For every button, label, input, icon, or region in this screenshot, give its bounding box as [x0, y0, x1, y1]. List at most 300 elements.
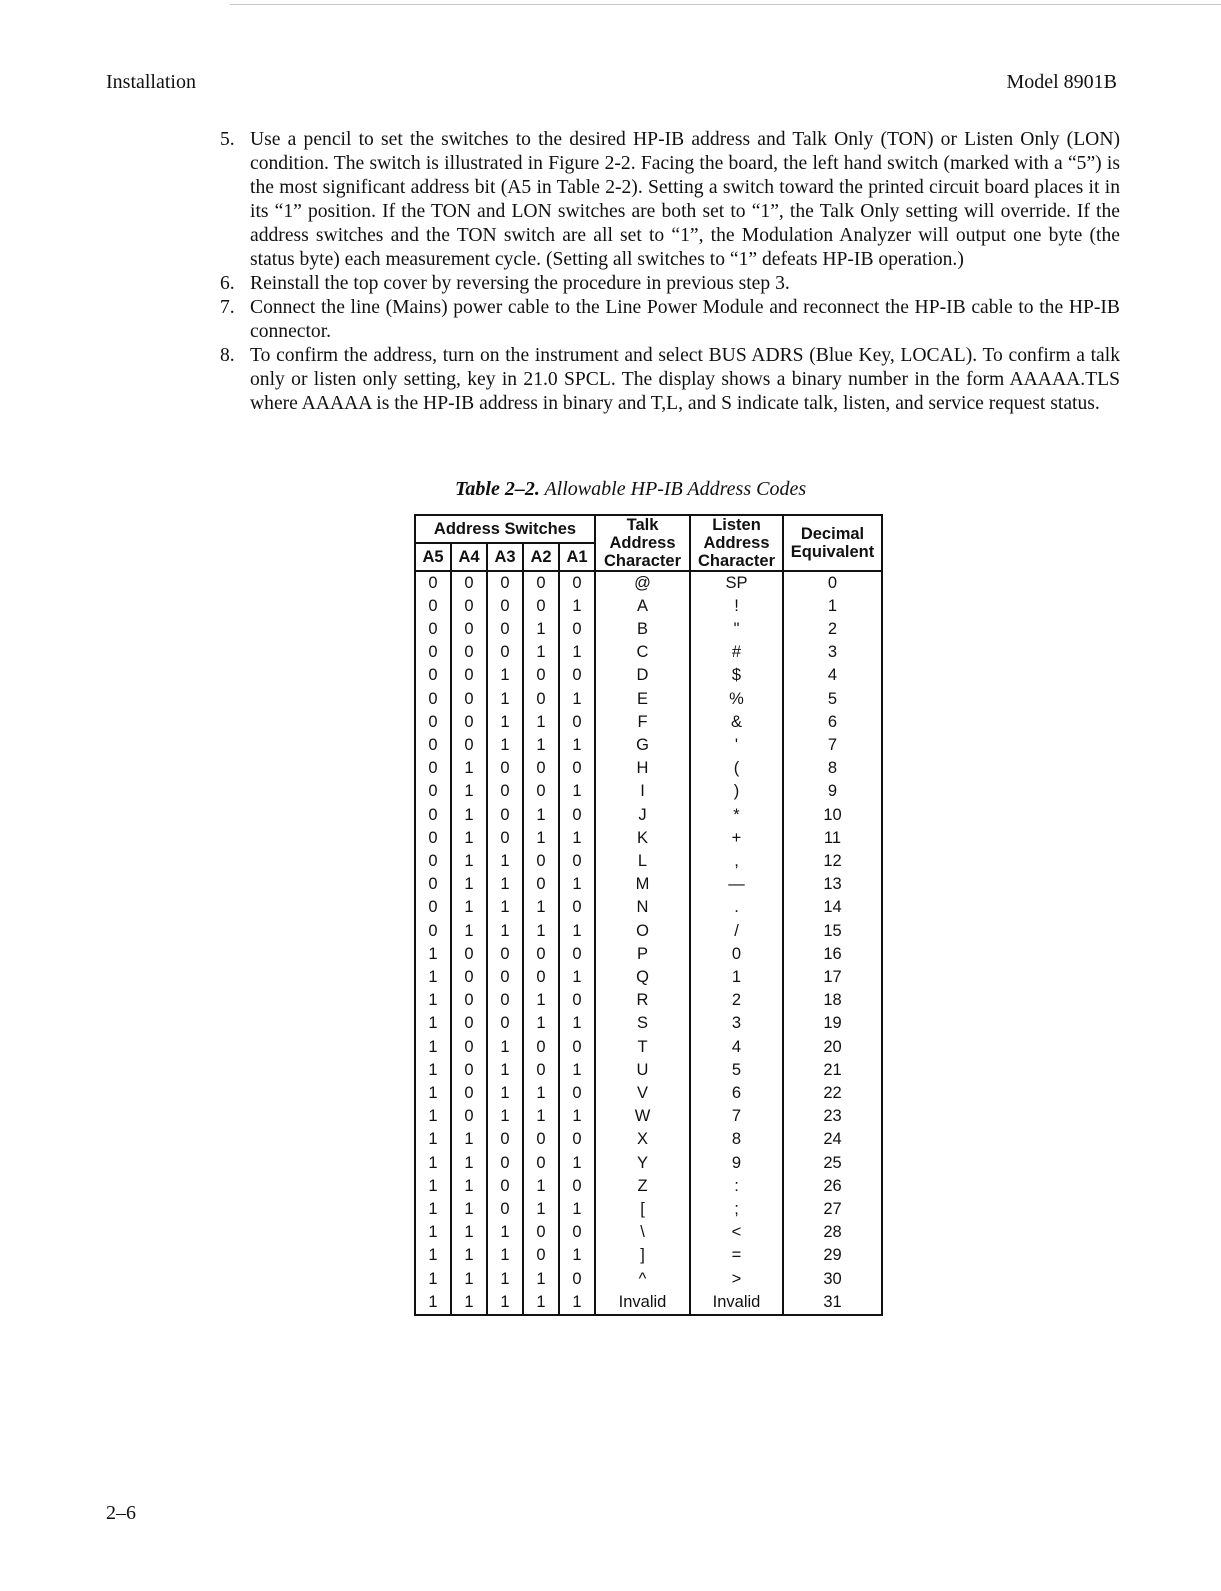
cell-a2: 1 [523, 618, 559, 641]
cell-a2: 0 [523, 571, 559, 595]
cell-a5: 0 [415, 919, 451, 943]
table-row [415, 989, 882, 1012]
cell-a2: 0 [523, 1244, 559, 1267]
cell-talk-char: D [595, 664, 690, 687]
cell-a1: 0 [559, 1082, 595, 1105]
cell-a1: 1 [559, 873, 595, 896]
cell-a3: 0 [487, 595, 523, 618]
cell-a2: 1 [523, 896, 559, 919]
step-number: 5. [220, 129, 235, 150]
cell-a1: 1 [559, 1059, 595, 1082]
cell-a4: 1 [451, 1244, 487, 1267]
cell-a5: 1 [415, 1221, 451, 1244]
cell-a5: 0 [415, 850, 451, 873]
cell-a1: 1 [559, 966, 595, 989]
cell-talk-char: F [595, 711, 690, 734]
cell-listen-char: ) [690, 780, 783, 803]
cell-a2: 1 [523, 711, 559, 734]
bit-header-a4: A4 [451, 543, 487, 571]
cell-a2: 0 [523, 595, 559, 618]
step-item [220, 344, 1120, 416]
cell-talk-char: P [595, 943, 690, 966]
cell-a1: 1 [559, 687, 595, 711]
cell-listen-char: & [690, 711, 783, 734]
cell-decimal: 24 [783, 1128, 882, 1151]
cell-talk-char: \ [595, 1221, 690, 1244]
cell-talk-char: E [595, 687, 690, 711]
cell-a1: 1 [559, 1151, 595, 1175]
cell-a2: 1 [523, 1105, 559, 1128]
cell-a4: 1 [451, 803, 487, 827]
cell-a3: 0 [487, 1151, 523, 1175]
step-number: 6. [220, 273, 235, 294]
table-row [415, 757, 882, 780]
table-row [415, 571, 882, 595]
cell-listen-char: 7 [690, 1105, 783, 1128]
cell-a4: 0 [451, 1059, 487, 1082]
cell-listen-char: , [690, 850, 783, 873]
cell-a5: 1 [415, 1082, 451, 1105]
cell-decimal: 7 [783, 734, 882, 757]
cell-a1: 0 [559, 571, 595, 595]
cell-a2: 1 [523, 641, 559, 664]
cell-decimal: 17 [783, 966, 882, 989]
step-item [220, 296, 1120, 344]
cell-a5: 1 [415, 1267, 451, 1291]
cell-a4: 1 [451, 1267, 487, 1291]
cell-talk-char: I [595, 780, 690, 803]
step-item [220, 272, 1120, 296]
table-row [415, 618, 882, 641]
address-codes-table [414, 514, 883, 1316]
cell-a5: 0 [415, 896, 451, 919]
cell-a5: 1 [415, 966, 451, 989]
cell-a4: 0 [451, 966, 487, 989]
cell-a1: 0 [559, 1267, 595, 1291]
cell-decimal: 16 [783, 943, 882, 966]
bit-header-a2: A2 [523, 543, 559, 571]
cell-a3: 1 [487, 896, 523, 919]
cell-a3: 1 [487, 919, 523, 943]
cell-a2: 1 [523, 803, 559, 827]
cell-a5: 1 [415, 1035, 451, 1059]
installation-steps [220, 128, 1120, 416]
section-title: Installation [106, 71, 196, 93]
cell-a2: 1 [523, 1267, 559, 1291]
cell-a5: 1 [415, 1105, 451, 1128]
cell-a5: 1 [415, 1244, 451, 1267]
cell-a5: 0 [415, 595, 451, 618]
cell-a4: 0 [451, 595, 487, 618]
table-row [415, 780, 882, 803]
cell-a5: 0 [415, 757, 451, 780]
table-row [415, 1082, 882, 1105]
cell-talk-char: K [595, 827, 690, 850]
cell-a5: 1 [415, 1198, 451, 1221]
cell-a1: 1 [559, 1012, 595, 1035]
cell-a1: 0 [559, 850, 595, 873]
step-number: 8. [220, 345, 235, 366]
cell-a2: 0 [523, 1128, 559, 1151]
cell-a5: 1 [415, 989, 451, 1012]
table-caption-label: Table 2–2. [455, 478, 540, 500]
bit-header-a1: A1 [559, 543, 595, 571]
cell-a1: 1 [559, 1291, 595, 1315]
cell-a4: 1 [451, 1175, 487, 1198]
cell-a1: 0 [559, 1221, 595, 1244]
cell-a3: 1 [487, 664, 523, 687]
cell-a1: 0 [559, 664, 595, 687]
cell-listen-char: 1 [690, 966, 783, 989]
table-row [415, 1128, 882, 1151]
cell-listen-char: 0 [690, 943, 783, 966]
cell-decimal: 6 [783, 711, 882, 734]
cell-a3: 0 [487, 1198, 523, 1221]
table-row [415, 1244, 882, 1267]
cell-a3: 0 [487, 780, 523, 803]
table-row [415, 1221, 882, 1244]
table-row [415, 1012, 882, 1035]
cell-talk-char: O [595, 919, 690, 943]
cell-a3: 1 [487, 1221, 523, 1244]
cell-a4: 1 [451, 919, 487, 943]
cell-a1: 1 [559, 827, 595, 850]
cell-talk-char: Y [595, 1151, 690, 1175]
cell-a2: 0 [523, 1059, 559, 1082]
cell-a2: 0 [523, 664, 559, 687]
table-row [415, 966, 882, 989]
cell-listen-char: ; [690, 1198, 783, 1221]
cell-a5: 1 [415, 943, 451, 966]
cell-a1: 1 [559, 1105, 595, 1128]
cell-decimal: 20 [783, 1035, 882, 1059]
cell-a4: 0 [451, 1082, 487, 1105]
cell-listen-char: ' [690, 734, 783, 757]
cell-a2: 0 [523, 1151, 559, 1175]
cell-listen-char: # [690, 641, 783, 664]
cell-decimal: 10 [783, 803, 882, 827]
cell-listen-char: ( [690, 757, 783, 780]
cell-a3: 0 [487, 827, 523, 850]
cell-a4: 0 [451, 734, 487, 757]
cell-a1: 0 [559, 1035, 595, 1059]
cell-decimal: 5 [783, 687, 882, 711]
table-caption [455, 478, 806, 501]
cell-a5: 0 [415, 803, 451, 827]
cell-listen-char: : [690, 1175, 783, 1198]
cell-decimal: 13 [783, 873, 882, 896]
cell-a2: 0 [523, 687, 559, 711]
cell-a4: 1 [451, 873, 487, 896]
cell-decimal: 2 [783, 618, 882, 641]
cell-a1: 0 [559, 757, 595, 780]
cell-decimal: 28 [783, 1221, 882, 1244]
cell-decimal: 8 [783, 757, 882, 780]
cell-a3: 0 [487, 641, 523, 664]
cell-a4: 1 [451, 780, 487, 803]
table-row [415, 827, 882, 850]
cell-a2: 1 [523, 1012, 559, 1035]
cell-a2: 1 [523, 1198, 559, 1221]
cell-listen-char: SP [690, 571, 783, 595]
cell-listen-char: * [690, 803, 783, 827]
cell-listen-char: / [690, 919, 783, 943]
cell-a3: 0 [487, 1175, 523, 1198]
cell-a4: 1 [451, 1221, 487, 1244]
cell-a4: 0 [451, 943, 487, 966]
cell-decimal: 27 [783, 1198, 882, 1221]
cell-a3: 0 [487, 1012, 523, 1035]
cell-talk-char: T [595, 1035, 690, 1059]
cell-listen-char: . [690, 896, 783, 919]
cell-a1: 0 [559, 989, 595, 1012]
cell-a4: 1 [451, 827, 487, 850]
cell-a4: 0 [451, 711, 487, 734]
model-title: Model 8901B [1006, 71, 1117, 93]
cell-a1: 0 [559, 618, 595, 641]
cell-a1: 0 [559, 943, 595, 966]
cell-decimal: 31 [783, 1291, 882, 1315]
cell-a4: 1 [451, 1128, 487, 1151]
table-row [415, 687, 882, 711]
cell-listen-char: $ [690, 664, 783, 687]
cell-talk-char: Invalid [595, 1291, 690, 1315]
cell-decimal: 19 [783, 1012, 882, 1035]
cell-talk-char: C [595, 641, 690, 664]
page-number: 2–6 [106, 1502, 136, 1524]
cell-a3: 1 [487, 873, 523, 896]
cell-decimal: 15 [783, 919, 882, 943]
table-row [415, 919, 882, 943]
cell-listen-char: ! [690, 595, 783, 618]
cell-a1: 1 [559, 595, 595, 618]
cell-a2: 1 [523, 919, 559, 943]
cell-decimal: 4 [783, 664, 882, 687]
cell-a3: 0 [487, 757, 523, 780]
cell-talk-char: G [595, 734, 690, 757]
cell-a5: 0 [415, 687, 451, 711]
cell-a3: 1 [487, 1082, 523, 1105]
cell-a5: 0 [415, 641, 451, 664]
cell-a4: 1 [451, 850, 487, 873]
cell-a3: 1 [487, 1291, 523, 1315]
cell-a5: 0 [415, 873, 451, 896]
cell-a2: 0 [523, 873, 559, 896]
cell-a3: 0 [487, 1128, 523, 1151]
cell-talk-char: ^ [595, 1267, 690, 1291]
cell-a1: 0 [559, 711, 595, 734]
step-text: Reinstall the top cover by reversing the procedure in previous step 3. [250, 273, 790, 294]
cell-talk-char: L [595, 850, 690, 873]
cell-a1: 0 [559, 896, 595, 919]
step-number: 7. [220, 297, 235, 318]
cell-listen-char: 2 [690, 989, 783, 1012]
cell-a2: 1 [523, 1291, 559, 1315]
cell-a3: 0 [487, 989, 523, 1012]
cell-a3: 1 [487, 734, 523, 757]
cell-talk-char: Q [595, 966, 690, 989]
cell-a2: 0 [523, 1035, 559, 1059]
cell-a1: 1 [559, 1244, 595, 1267]
cell-a4: 0 [451, 618, 487, 641]
cell-decimal: 11 [783, 827, 882, 850]
cell-decimal: 29 [783, 1244, 882, 1267]
table-row [415, 664, 882, 687]
table-row [415, 1035, 882, 1059]
cell-a1: 1 [559, 1198, 595, 1221]
cell-listen-char: 4 [690, 1035, 783, 1059]
cell-listen-char: 8 [690, 1128, 783, 1151]
cell-a2: 1 [523, 1175, 559, 1198]
cell-a3: 1 [487, 1035, 523, 1059]
table-body [415, 571, 882, 1315]
cell-a4: 0 [451, 989, 487, 1012]
cell-a2: 0 [523, 1221, 559, 1244]
table-row [415, 595, 882, 618]
cell-a3: 0 [487, 618, 523, 641]
cell-a5: 0 [415, 780, 451, 803]
cell-a2: 1 [523, 989, 559, 1012]
cell-talk-char: A [595, 595, 690, 618]
table-row [415, 711, 882, 734]
cell-listen-char: 3 [690, 1012, 783, 1035]
cell-a2: 0 [523, 850, 559, 873]
bit-header-a5: A5 [415, 543, 451, 571]
cell-a5: 0 [415, 827, 451, 850]
cell-talk-char: M [595, 873, 690, 896]
cell-a1: 0 [559, 803, 595, 827]
table-row [415, 803, 882, 827]
cell-a4: 1 [451, 1291, 487, 1315]
listen-header: Listen Address Character [690, 515, 783, 571]
bit-header-a3: A3 [487, 543, 523, 571]
cell-talk-char: V [595, 1082, 690, 1105]
cell-a1: 0 [559, 1128, 595, 1151]
cell-a5: 1 [415, 1151, 451, 1175]
cell-decimal: 0 [783, 571, 882, 595]
cell-a5: 1 [415, 1059, 451, 1082]
cell-talk-char: N [595, 896, 690, 919]
step-text: To confirm the address, turn on the instrument and select BUS ADRS (Blue Key, LOCAL). To confirm a talk only or listen only setting, key in 21.0 SPCL. The display shows a binary number in the form AAAAA.TLS where AAAAA is the HP-IB address in binary and T,L, and S indicate talk, listen, and service request status. [250, 345, 1120, 414]
cell-a2: 0 [523, 780, 559, 803]
cell-a4: 0 [451, 1105, 487, 1128]
cell-talk-char: S [595, 1012, 690, 1035]
cell-a2: 0 [523, 943, 559, 966]
cell-a3: 1 [487, 850, 523, 873]
table-row [415, 850, 882, 873]
address-switches-header: Address Switches [415, 515, 595, 543]
cell-a2: 1 [523, 1082, 559, 1105]
cell-listen-char: Invalid [690, 1291, 783, 1315]
cell-a5: 1 [415, 1175, 451, 1198]
cell-talk-char: W [595, 1105, 690, 1128]
step-text: Use a pencil to set the switches to the desired HP-IB address and Talk Only (TON) or Listen Only (LON) condition. The switch is illustrated in Figure 2-2. Facing the board, the left hand switch (marked with a “5”) is the most significant address bit (A5 in Table 2-2). Setting a switch toward the printed circuit board places it in its “1” position. If the TON and LON switches are both set to “1”, the Talk Only setting will override. If the address switches and the TON switch are all set to “1”, the Modulation Analyzer will output one byte (the status byte) each measurement cycle. (Setting all switches to “1” defeats HP-IB operation.) [250, 129, 1120, 270]
cell-a2: 1 [523, 827, 559, 850]
cell-a2: 0 [523, 757, 559, 780]
cell-listen-char: + [690, 827, 783, 850]
cell-talk-char: X [595, 1128, 690, 1151]
cell-a4: 0 [451, 571, 487, 595]
cell-a4: 0 [451, 641, 487, 664]
cell-a4: 0 [451, 687, 487, 711]
cell-talk-char: H [595, 757, 690, 780]
table-row [415, 873, 882, 896]
table-row [415, 1291, 882, 1315]
cell-decimal: 30 [783, 1267, 882, 1291]
table-row [415, 943, 882, 966]
cell-a5: 0 [415, 711, 451, 734]
cell-a5: 0 [415, 734, 451, 757]
cell-a5: 0 [415, 571, 451, 595]
cell-listen-char: 9 [690, 1151, 783, 1175]
cell-decimal: 25 [783, 1151, 882, 1175]
cell-a3: 1 [487, 711, 523, 734]
cell-talk-char: J [595, 803, 690, 827]
cell-a3: 0 [487, 966, 523, 989]
cell-a3: 1 [487, 1059, 523, 1082]
table-row [415, 641, 882, 664]
cell-a4: 0 [451, 1035, 487, 1059]
cell-talk-char: U [595, 1059, 690, 1082]
cell-a3: 1 [487, 687, 523, 711]
cell-a3: 0 [487, 943, 523, 966]
cell-a1: 0 [559, 1175, 595, 1198]
cell-a1: 1 [559, 734, 595, 757]
cell-talk-char: R [595, 989, 690, 1012]
step-text: Connect the line (Mains) power cable to the Line Power Module and reconnect the HP-IB cable to the HP-IB connector. [250, 297, 1120, 342]
cell-a5: 1 [415, 1012, 451, 1035]
cell-a5: 1 [415, 1291, 451, 1315]
cell-listen-char: < [690, 1221, 783, 1244]
table-row [415, 1105, 882, 1128]
cell-listen-char: 6 [690, 1082, 783, 1105]
cell-decimal: 14 [783, 896, 882, 919]
cell-decimal: 23 [783, 1105, 882, 1128]
cell-decimal: 3 [783, 641, 882, 664]
step-item [220, 128, 1120, 272]
cell-a3: 1 [487, 1105, 523, 1128]
table-header-row [415, 515, 882, 543]
cell-talk-char: @ [595, 571, 690, 595]
cell-a1: 1 [559, 641, 595, 664]
cell-decimal: 21 [783, 1059, 882, 1082]
cell-listen-char: 5 [690, 1059, 783, 1082]
top-rule [230, 4, 1221, 5]
cell-talk-char: ] [595, 1244, 690, 1267]
cell-a3: 1 [487, 1244, 523, 1267]
cell-a1: 1 [559, 919, 595, 943]
cell-a5: 0 [415, 618, 451, 641]
cell-a4: 0 [451, 664, 487, 687]
cell-talk-char: Z [595, 1175, 690, 1198]
cell-talk-char: [ [595, 1198, 690, 1221]
cell-a2: 1 [523, 734, 559, 757]
cell-a4: 0 [451, 1012, 487, 1035]
talk-header: Talk Address Character [595, 515, 690, 571]
table-row [415, 1059, 882, 1082]
cell-listen-char: " [690, 618, 783, 641]
cell-a5: 1 [415, 1128, 451, 1151]
cell-decimal: 12 [783, 850, 882, 873]
cell-talk-char: B [595, 618, 690, 641]
cell-a3: 0 [487, 803, 523, 827]
cell-decimal: 22 [783, 1082, 882, 1105]
cell-a4: 1 [451, 1151, 487, 1175]
cell-a1: 1 [559, 780, 595, 803]
cell-a4: 1 [451, 896, 487, 919]
cell-a4: 1 [451, 1198, 487, 1221]
cell-decimal: 9 [783, 780, 882, 803]
